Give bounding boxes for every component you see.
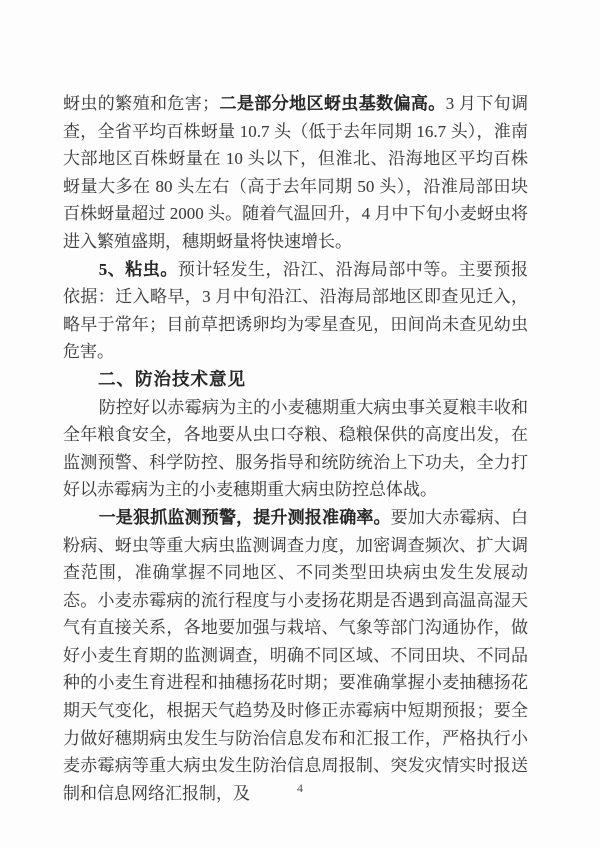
section-heading bbox=[63, 366, 528, 394]
page-number: 4 bbox=[297, 781, 303, 795]
emphasis-text-segment: 二是部分地区蚜虫基数偏高。 bbox=[219, 94, 446, 113]
emphasis-text-segment: 5、粘虫。 bbox=[98, 259, 178, 279]
paragraph bbox=[63, 256, 528, 366]
text-segment: 预计轻发生，沿江、沿海局部中等。主要预报依据：迁入略早，3 月中旬沿江、沿海局部地区即查见迁入，略早于常年；目前草把诱卵均为零星查见，田间尚未查见幼虫危害。 bbox=[63, 259, 529, 362]
emphasis-text-segment: 二、防治技术意见 bbox=[98, 368, 246, 389]
paragraph bbox=[63, 90, 528, 256]
document-body bbox=[63, 90, 528, 807]
paragraph bbox=[63, 504, 528, 808]
text-segment: 蚜虫的繁殖和危害； bbox=[63, 94, 220, 113]
paragraph bbox=[63, 394, 528, 504]
emphasis-text-segment: 一是狠抓监测预警，提升测报准确率。 bbox=[98, 507, 391, 527]
text-segment: 3 月下旬调查，全省平均百株蚜量 10.7 头（低于去年同期 16.7 头），淮南大部地区百株蚜量在 10 头以下，但淮北、沿海地区平均百株蚜量大多在 80 头左右（高于去年同期 50 头），沿淮局部田块百株蚜量超过 2000 头。随着气温回升，4 月中下旬小麦蚜虫将进入繁殖盛期，穗期蚜量将快速增长。 bbox=[63, 94, 529, 251]
text-segment: 要加大赤霉病、白粉病、蚜虫等重大病虫监测调查力度，加密调查频次、扩大调查范围，准确掌握不同地区、不同类型田块病虫发生发展动态。小麦赤霉病的流行程度与小麦扬花期是否遇到高温高湿天气有直接关系，各地要加强与栽培、气象等部门沟通协作，做好小麦生育期的监测调查，明确不同区域、不同田块、不同品种的小麦生育进程和抽穗扬花时期；要准确掌握小麦抽穗扬花期天气变化，根据天气趋势及时修正赤霉病中短期预报；要全力做好穗期病虫发生与防治信息发布和汇报工作，严格执行小麦赤霉病等重大病虫发生防治信息周报制、突发灾情实时报送制和信息网络汇报制，及 bbox=[63, 507, 529, 803]
page-footer bbox=[0, 779, 600, 797]
text-segment: 防控好以赤霉病为主的小麦穗期重大病虫事关夏粮丰收和全年粮食安全，各地要从虫口夺粮、稳粮保供的高度出发，在监测预警、科学防控、服务指导和统防统治上下功夫，全力打好以赤霉病为主的小麦穗期重大病虫防控总体战。 bbox=[63, 397, 528, 500]
